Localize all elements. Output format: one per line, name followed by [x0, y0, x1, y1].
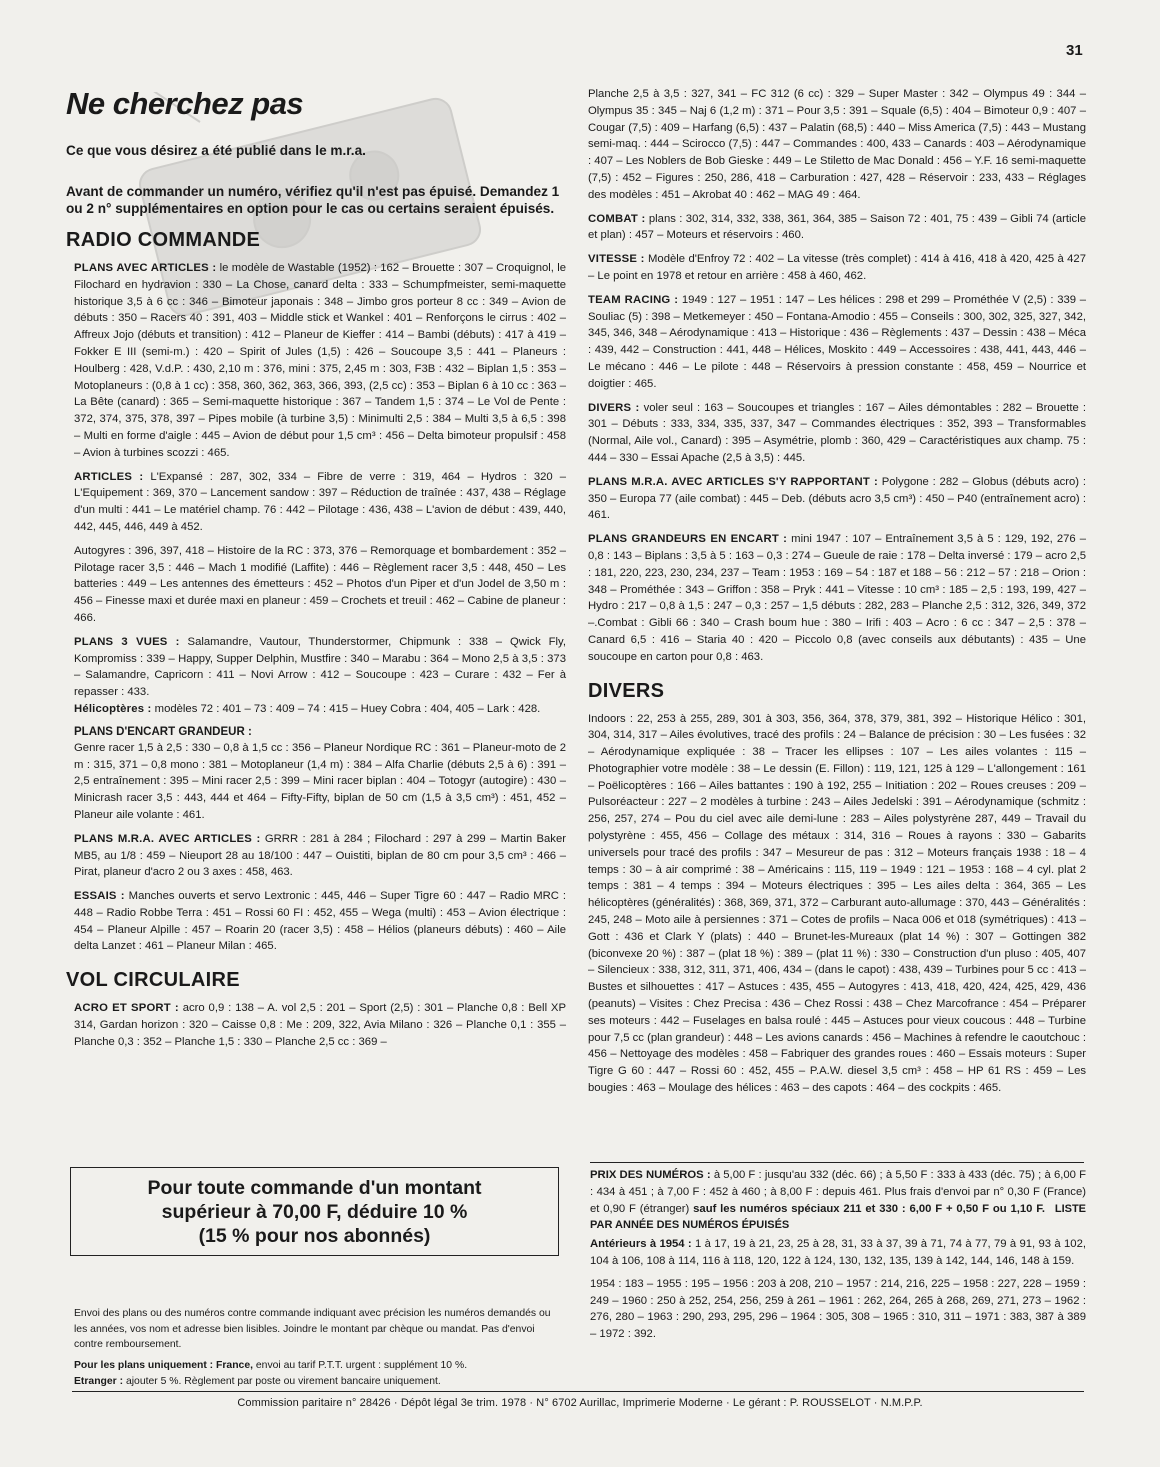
plans-mra-head: PLANS M.R.A. AVEC ARTICLES : [74, 832, 261, 845]
plans-mra-rapportant-block [588, 474, 1086, 524]
plans-grandeurs-block [588, 531, 1086, 665]
plans-3-vues-head: PLANS 3 VUES : [74, 635, 180, 648]
acro-continued: Planche 2,5 à 3,5 : 327, 341 – FC 312 (6 cc) : 329 – Super Master : 342 – Olympus 49 : 344 – Olympus 35 : 345 – Naj 6 (1,2 m) : 371 – Pour 3,5 : 391 – Squale (6,5) : 404 – Bimoteur 0,9 : 407 – Cougar (7,5) : 409 – Harfang (6,5) : 437 – Palatin (68,5) : 440 – Miss America (7,5) : 443 – Mustang semi-maq. : 444 – Scirocco (7,5) : 447 – Commandes : 400, 433 – Canards : 403 – Aérodynamique : 407 – Les Noblers de Bob Gieske : 449 – Le Stiletto de Mac Donald : 456 – Y.F. 16 semi-maquette (7,5) : 452 – Figures : 250, 286, 418 – Carburation : 427, 428 – Réservoir : 233, 433 – Réglages des modèles : 451 – Akrobat 40 : 462 – MAG 49 : 464. [588, 88, 1086, 201]
sold-out-before-1954 [590, 1236, 1086, 1270]
prices-paragraph [590, 1167, 1086, 1234]
plans-encart-title: PLANS D'ENCART GRANDEUR : [74, 725, 252, 738]
plans-mra-block [66, 831, 566, 881]
divers-big-block: Indoors : 22, 253 à 255, 289, 301 à 303, 356, 364, 378, 379, 381, 392 – Historique Hélico : 301, 304, 314, 317 – Ailes évolutives, tracé des profils : 24 – Balance de précision : 30 – Les fusées : 32 – Aérodynamique expliquée : 38 – Tracer les ellipses : 107 – Les ailes volantes : 115 – Photographier votre modèle : 38 – Le dessin (E. Fillon) : 119, 121, 125 à 129 – L'allongement : 161 – Poëlicoptères : 166 – Ailes battantes : 190 à 192, 255 – Initiation : 202 – Roues creuses : 209 – Pulsoréacteur : 227 – 2 modèles à turbine : 243 – Ailes Jedelski : 391 – Aérodynamique (schmitz : 256, 257, 274 – Pou du ciel avec aile demi-lune : 283 – Ailes polystyrène 287, 449 – Travail du polystyrène : 455, 456 – Collage des métaux : 314, 316 – Roues à rayons : 330 – Gabarits universels pour tracé des profils : 347 – Mesureur de pas : 312 – Moteurs français 1938 : 18 – 4 temps : 30 – à air comprimé : 38 – Américains : 115, 119 – 1949 : 121 – 1953 : 168 – 4 cyl. plat 2 temps : 381 – 4 temps : 394 – Moteurs électriques : 395 – Les ailes delta : 364, 365 – Les hélicoptères (généralités) : 368, 369, 371, 372 – Carburant auto-allumage : 370, 443 – Généralités : 245, 248 – Moto aile à persiennes : 371 – Cotes de profils – Naca 006 et 018 (symétriques) : 413 – Gott : 436 et Clark Y (plats) : 440 – Brunet-les-Mureaux (plat 14 %) : 307 – Gottingen 382 (biconvexe 20 %) : 387 – (plat 18 %) : 389 – (plat 11 %) : 330 – Construction d'un pluso : 405, 407 – Silencieux : 338, 312, 311, 371, 406, 434 – (dans le capot) : 438, 439 – Turbines pour 5 cc : 413 – Bustes et silhouettes : 417 – Astuces : 435, 455 – Autogyres : 413, 418, 420, 424, 425, 429, 436 (peanuts) – Visites : Chez Precisa : 436 – Chez Rossi : 438 – Chez Marcofrance : 454 – Préparer ses moteurs : 442 – Fuselages en balsa roulé : 445 – Astuces pour vieux coucous : 448 – Turbine pour 7,5 cc (plan grandeur) : 448 – Les avions canards : 456 – Machines à refendre le caoutchouc : 456 – Nettoyage des modèles : 458 – Fabriquer des grandes roues : 460 – Essais moteurs : Super Tigre G 60 : 447 – Rossi 60 : 452, 455 – P.A.W. diesel 3,5 cm³ : 458 – HP 61 RS : 459 – Les bougies : 463 – Moulage des hélices : 463 – des capots : 464 – des cockpits : 465. [588, 712, 1087, 1095]
plans-grandeurs-head: PLANS GRANDEURS EN ENCART : [588, 533, 788, 546]
team-racing-text: 1949 : 127 – 1951 : 147 – Les hélices : 298 et 299 – Prométhée V (2,5) : 339 – Souliac (5) : 398 – Metkemeyer : 450 – Fontana-Amodio : 455 – Conseils : 300, 302, 325, 327, 342, 345, 346, 348 – Aérodynamique : 413 – Historique : 436 – Règlements : 437 – Dessin : 438 – Méca : 439, 442 – Construction : 441, 448 – Hélices, Moskito : 449 – Accessoires : 438, 441, 443, 446 – Le mécano : 446 – Le pilote : 448 – Réservoirs à pression constante : 458, 459 – Nourrice et doigtier : 465. [588, 293, 1086, 390]
shipping-france-text: envoi au tarif P.T.T. urgent : supplément 10 %. [253, 1360, 468, 1371]
shipping-abroad-text: ajouter 5 %. Règlement par poste ou virement bancaire uniquement. [123, 1375, 441, 1387]
sold-out-list-head: LISTE PAR ANNÉE DES NUMÉROS ÉPUISÉS [590, 1202, 1087, 1232]
sold-out-by-year: 1954 : 183 – 1955 : 195 – 1956 : 203 à 208, 210 – 1957 : 214, 216, 225 – 1958 : 227, 228 – 1959 : 249 – 1960 : 250 à 252, 254, 256, 259 à 261 – 1961 : 262, 264, 265 à 268, 269, 271, 273 – 1962 : 276, 280 – 1963 : 290, 293, 295, 296 – 1964 : 305, 308 – 1965 : 310, 311 – 1971 : 383, 387 à 389 – 1972 : 392. [590, 1277, 1086, 1341]
divers-vc-block [588, 400, 1086, 467]
articles-text: L'Expansé : 287, 302, 334 – Fibre de verre : 319, 464 – Hydros : 320 – L'Equipement : 369, 370 – Lancement sandow : 397 – Réduction de traînée : 437, 438 – Réglage d'un multi : 441 – Le matériel champ. 76 : 442 – Pilotage : 436, 438 – L'avion de début : 439, 440, 442, 445, 446, 449 à 452. [74, 470, 566, 533]
intro-order-advice: Avant de commander un numéro, vérifiez qu'il n'est pas épuisé. Demandez 1 ou 2 n° supplémentaires en option pour le cas ou certains seraient épuisés. [66, 184, 560, 216]
prices-text: à 5,00 F : jusqu'au 332 (déc. 66) ; à 5,50 F : 333 à 433 (déc. 75) ; à 6,00 F : 434 à 451 ; à 7,00 F : 452 à 460 ; à 8,00 F : depuis 461. Plus frais d'envoi par n° 0,30 F (France) et 0,90 F (étranger) [590, 1169, 1087, 1215]
prices-divider [590, 1162, 1084, 1163]
combat-head: COMBAT : [588, 212, 646, 225]
divers-vc-text: voler seul : 163 – Soucoupes et triangles : 167 – Ailes démontables : 282 – Brouette : 301 – Débuts : 333, 334, 335, 337, 347 – Commandes électriques : 352, 393 – Transformables (Normal, Aile vol., Canard) : 395 – Asymétrie, plomb : 360, 429 – Caractéristiques aux champ. 75 : 444 – 330 – Essai Apache (2,5 à 3,5) : 445. [588, 401, 1087, 464]
team-racing-block [588, 292, 1086, 393]
shipping-abroad [74, 1374, 564, 1390]
section-title-divers: DIVERS [588, 679, 665, 702]
combat-text: plans : 302, 314, 332, 338, 361, 364, 385 – Saison 72 : 401, 75 : 439 – Gibli 74 (article et plan) : 457 – Moteurs et réservoirs : 460. [588, 212, 1086, 242]
shipping-abroad-head: Etranger : [74, 1375, 124, 1387]
divers-vc-head: DIVERS : [588, 401, 640, 414]
prices-block [590, 1167, 1086, 1343]
essais-head: ESSAIS : [74, 890, 125, 903]
plans-mra-rapportant-head: PLANS M.R.A. AVEC ARTICLES S'Y RAPPORTANT : [588, 475, 878, 488]
plans-encart-text: Genre racer 1,5 à 2,5 : 330 – 0,8 à 1,5 cc : 356 – Planeur Nordique RC : 361 – Planeur-moto de 2 m : 315, 371 – 0,8 mono : 381 – Motoplaneur (1,4 m) : 384 – Alfa Charlie (débuts 2,5 à 6) : 391 – 2,5 entraînement : 395 – Mini racer 2,5 : 399 – Mini racer biplan : 404 – Totogyr (autogire) : 430 – Minicrash racer 3,5 : 443, 444 et 464 – Fifty-Fifty, biplan de 50 cm (1,5 à 3,5 cm³) : 451, 452 – Planeur aile volante : 461. [74, 741, 566, 821]
prices-special: sauf les numéros spéciaux 211 et 330 : 6,00 F + 0,50 F ou 1,10 F. [693, 1202, 1046, 1215]
autogyres-block: Autogyres : 396, 397, 418 – Histoire de la RC : 373, 376 – Remorquage et bombardement : 352 – Pilotage racer 3,5 : 446 – Mach 1 modifié (Laffite) : 446 – Règlement racer 3,5 : 448, 450 – Les batteries : 449 – Les antennes des émetteurs : 452 – Photos d'un Piper et d'un Jodel de 3,50 m : 456 – Finesse maxi et durée maxi en planeur : 459 – Crochets et treuil : 462 – Cabine de planeur : 466. [74, 544, 566, 624]
section-title-vol-circulaire: VOL CIRCULAIRE [66, 969, 240, 992]
footer-divider [72, 1391, 1084, 1392]
before-1954-head: Antérieurs à 1954 : [590, 1238, 692, 1251]
essais-text: Manches ouverts et servo Lextronic : 445, 446 – Super Tigre 60 : 447 – Radio MRC : 448 – Radio Robbe Terra : 451 – Rossi 60 FI : 452, 455 – Wega (multi) : 453 – Avion électrique : 454 – Planeur Alpille : 457 – Roarin 20 (racer 3,5) : 458 – Hélios (planeurs débuts) : 460 – Aile delta Lanzet : 461 – Planeur Milan : 465. [74, 890, 567, 953]
before-1954-text: 1 à 17, 19 à 21, 23, 25 à 28, 31, 33 à 37, 39 à 71, 74 à 77, 79 à 91, 93 à 102, 104 à 106, 108 à 114, 116 à 118, 120, 122 à 124, 130, 132, 135, 139 à 142, 144, 146, 148 à 159. [590, 1238, 1087, 1267]
plans-avec-articles-text: le modèle de Wastable (1952) : 162 – Brouette : 307 – Croquignol, le Filochard en hydravion : 330 – La Chose, canard delta : 333 – Schumpfmeister, semi-maquette historique 3,5 à 6 cc : 346 – Bimoteur japonais : 348 – Jimbo gros porteur 8 cc : 349 – Avion de débuts : 350 – Racers 40 : 391, 403 – Middle stick et Wankel : 401 – Renforçons le cirrus : 402 – Affreux Jojo (débuts et transition) : 412 – Planeur de Kieffer : 414 – Bambi (débuts) : 417 à 419 – Fokker E III (semi-m.) : 420 – Spirit of Jules (1,5) : 426 – Soucoupe 3,5 : 441 – Planeurs : Houlberg : 428, V.d.P. : 430, 2,10 m : 376, mini : 375, 2,45 m : 303, F3B : 432 – Biplan 1,5 : 353 – Motoplaneurs : (0,8 à 1 cc) : 358, 360, 362, 363, 366, 393, (2,5 cc) : 353 – Biplan 6 à 10 cc : 363 – La Bête (canard) : 365 – Semi-maquette historique : 367 – Tandem 1,5 : 374 – Le Vol de Pente : 372, 374, 375, 378, 397 – Pipes mobile (à turbine 3,5) : Minimulti 2,5 : 384 – Multi 3,5 à 6,5 : 398 – Multi en forme d'aigle : 445 – Avion de début pour 1,5 cm³ : 456 – Delta bimoteur propulsif : 458 – Avion à turbines scozzi : 465. [74, 262, 566, 459]
shipping-france [74, 1358, 564, 1374]
plans-grandeurs-text: mini 1947 : 107 – Entraînement 3,5 à 5 : 129, 192, 276 – 0,8 : 143 – Biplans : 3,5 à 5 : 163 – 0,3 : 274 – Gueule de raie : 178 – Delta inversé : 179 – acro 2,5 : 181, 220, 223, 230, 234, 237 – Team : 1953 : 169 – 54 : 187 et 188 – 56 : 212 – 57 : 218 – Orion : 348 – Prométhée : 343 – Griffon : 358 – Pryk : 441 – Vitesse : 10 cm³ : 185 – 2,5 : 193, 199, 427 – Hydro : 217 – 0,8 à 1,5 : 247 – 0,3 : 257 – 1,5 débuts : 282, 283 – Planche 2,5 : 312, 326, 349, 372 –.Combat : Gibli 66 : 340 – Crash boum hue : 380 – Irifi : 403 – Acro : 6 cc : 347 – 2,5 : 378 – Canard 6,5 : 416 – Staria 40 : 420 – Piccolo 0,8 (avec conseils aux débutants) : 435 – Une soucoupe en carton pour 0,8 : 463. [588, 533, 1086, 663]
imprint-line: Commission paritaire n° 28426 · Dépôt légal 3e trim. 1978 · N° 6702 Aurillac, Imprimerie Moderne · Le gérant : P. ROUSSELOT · N.M.P.P. [237, 1397, 923, 1409]
right-column [588, 86, 1086, 1104]
intro-published: Ce que vous désirez a été publié dans le m.r.a. [66, 143, 366, 158]
vitesse-head: VITESSE : [588, 253, 645, 266]
prices-head: PRIX DES NUMÉROS : [590, 1169, 711, 1181]
articles-head: ARTICLES : [74, 470, 144, 483]
helicopteres-text: modèles 72 : 401 – 73 : 409 – 74 : 415 – Huey Cobra : 404, 405 – Lark : 428. [151, 702, 541, 715]
left-column [66, 86, 566, 1058]
discount-line-3: (15 % pour nos abonnés) [198, 1225, 431, 1247]
vitesse-block [588, 251, 1086, 285]
plans-mra-rapportant-text: Polygone : 282 – Globus (débuts acro) : 350 – Europa 77 (aile combat) : 445 – Deb. (débuts acro 3,5 cm³) : 450 – P40 (entraînement acro) : 461. [588, 475, 1086, 522]
acro-sport-head: ACRO ET SPORT : [74, 1002, 179, 1015]
plans-mra-text: GRRR : 281 à 284 ; Filochard : 297 à 299 – Martin Baker MB5, au 1/8 : 459 – Nieuport 28 au 18/100 : 447 – Ouistiti, biplan de 80 cm pour 3,5 cm³ : 466 – Pirat, planeur d'acro 2 ou 3 axes : 458, 463. [74, 832, 566, 879]
section-title-radio: RADIO COMMANDE [66, 229, 261, 251]
discount-line-1: Pour toute commande d'un montant [147, 1177, 482, 1199]
discount-box [70, 1167, 559, 1256]
discount-line-2: supérieur à 70,00 F, déduire 10 % [161, 1201, 468, 1223]
plans-3-vues-text: Salamandre, Vautour, Thunderstormer, Chipmunk : 338 – Qwick Fly, Kompromiss : 339 – Happy, Supper Delphin, Mustfire : 340 – Marabu : 364 – Mono 2,5 à 3,5 : 373 – Salamandre, Capricorn : 411 – Novi Arrow : 412 – Soucoupe : 423 – Curare : 432 – Fer à repasser : 433. [74, 635, 566, 699]
essais-block [66, 888, 566, 955]
acro-sport-text: acro 0,9 : 138 – A. vol 2,5 : 201 – Sport (2,5) : 301 – Planche 0,8 : Bell XP 314, Gardan horizon : 320 – Caisse 0,8 : Me : 209, 322, Avia Milano : 326 – Planche 0,1 : 355 – Planche 0,3 : 352 – Planche 1,5 : 330 – Planche 2,5 cc : 369 – [74, 1002, 566, 1048]
plans-avec-articles-head: PLANS AVEC ARTICLES : [74, 262, 217, 274]
helicopteres-head: Hélicoptères : [74, 702, 152, 715]
plans-avec-articles [66, 260, 566, 462]
page-number: 31 [1066, 42, 1083, 59]
combat-block [588, 211, 1086, 245]
shipping-notes [74, 1358, 564, 1389]
order-instructions: Envoi des plans ou des numéros contre commande indiquant avec précision les numéros demandés ou les années, vos nom et adresse bien lisibles. Joindre le montant par chèque ou mandat. Pas d'envoi contre remboursement. [74, 1308, 551, 1350]
shipping-france-head: Pour les plans uniquement : France, [74, 1360, 253, 1371]
vitesse-text: Modèle d'Enfroy 72 : 402 – La vitesse (très complet) : 414 à 416, 418 à 420, 425 à 427 – Le point en 1978 et retour en arrière : 458 à 460, 462. [588, 253, 1086, 282]
plans-3-vues [66, 634, 566, 718]
articles-block [66, 469, 566, 536]
acro-sport-block [66, 1000, 566, 1050]
team-racing-head: TEAM RACING : [588, 293, 679, 306]
page-title: Ne cherchez pas [66, 86, 304, 121]
